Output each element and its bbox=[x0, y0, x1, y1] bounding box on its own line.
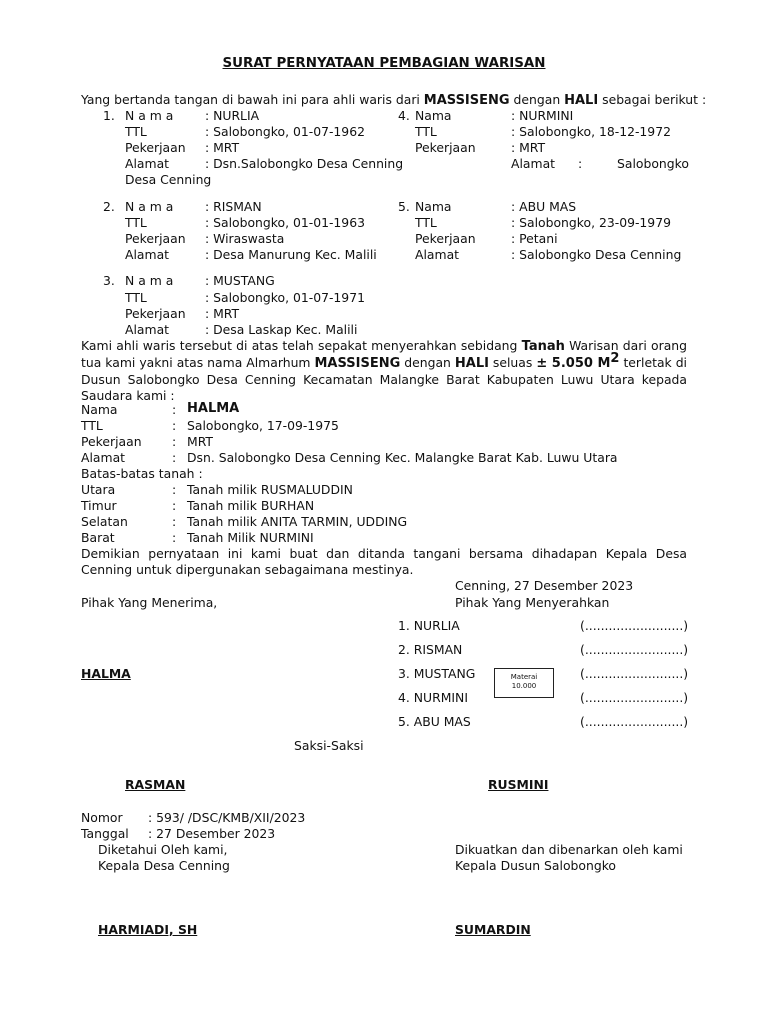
heir-name: : NURMINI bbox=[511, 108, 574, 123]
label-pekerjaan: Pekerjaan bbox=[125, 140, 186, 155]
label-alamat: Alamat bbox=[125, 247, 170, 262]
heir-ttl: : Salobongko, 23-09-1979 bbox=[511, 215, 671, 230]
boundary-label: Utara bbox=[81, 482, 116, 497]
place-date: Cenning, 27 Desember 2023 bbox=[455, 578, 634, 593]
boundaries-heading: Batas-batas tanah : bbox=[81, 466, 203, 481]
closing-paragraph: Demikian pernyataan ini kami buat dan ditanda tangani bersama dihadapan Kepala Desa Cenning untuk dipergunakan sebagaimana mestinya. bbox=[81, 546, 687, 577]
label-alamat: Alamat bbox=[125, 156, 170, 171]
label-ttl: TTL bbox=[415, 124, 437, 139]
receiver-label: Pihak Yang Menerima, bbox=[81, 595, 218, 610]
label-nama: N a m a bbox=[125, 108, 174, 123]
heir-ttl: : Salobongko, 01-07-1971 bbox=[205, 290, 365, 305]
label-pekerjaan: Pekerjaan bbox=[125, 231, 186, 246]
boundary-value: Tanah milik BURHAN bbox=[187, 498, 315, 513]
heir-ttl: : Salobongko, 18-12-1972 bbox=[511, 124, 671, 139]
heir-number: 2. bbox=[103, 199, 115, 214]
heir-alamat-colon: : bbox=[578, 156, 583, 171]
label-nama: N a m a bbox=[125, 273, 174, 288]
nomor-label: Nomor bbox=[81, 810, 123, 825]
agreement-part-4: terletak di Dusun Salobongko Desa Cenning Kecamatan Malangke Barat Kabupaten Luwu Utara kepada Saudara kami : bbox=[81, 355, 687, 403]
heir-ttl: : Salobongko, 01-07-1962 bbox=[205, 124, 365, 139]
left-official-line-2: Kepala Desa Cenning bbox=[98, 858, 230, 873]
label-ttl: TTL bbox=[125, 215, 147, 230]
intro-mid: dengan bbox=[509, 92, 565, 107]
signature-line: (.........................) bbox=[580, 690, 689, 705]
label-ttl: TTL bbox=[125, 124, 147, 139]
materai-stamp bbox=[494, 668, 554, 698]
signature-line: (.........................) bbox=[580, 666, 689, 681]
boundary-value: Tanah Milik NURMINI bbox=[187, 530, 314, 545]
boundary-label: Barat bbox=[81, 530, 115, 545]
label-alamat: Alamat bbox=[511, 156, 556, 171]
label-ttl: TTL bbox=[125, 290, 147, 305]
label-ttl: TTL bbox=[81, 418, 103, 433]
label-pekerjaan: Pekerjaan bbox=[415, 231, 476, 246]
materai-line-2: 10.000 bbox=[511, 682, 537, 690]
heir-alamat: : Dsn.Salobongko Desa Cenning bbox=[205, 156, 404, 171]
right-official-line-2: Kepala Dusun Salobongko bbox=[455, 858, 617, 873]
agreement-name-1: MASSISENG bbox=[314, 356, 401, 371]
signer-label: 3. MUSTANG bbox=[398, 666, 476, 681]
label-alamat: Alamat bbox=[415, 247, 460, 262]
agreement-part-3: seluas bbox=[488, 355, 537, 370]
agreement-part-1: Kami ahli waris tersebut di atas telah sepakat menyerahkan sebidang bbox=[81, 338, 522, 353]
agreement-area-superscript: 2 bbox=[610, 350, 620, 366]
tanggal-label: Tanggal bbox=[81, 826, 129, 841]
document-title: SURAT PERNYATAAN PEMBAGIAN WARISAN bbox=[222, 56, 546, 71]
label-alamat: Alamat bbox=[81, 450, 126, 465]
intro-pre: Yang bertanda tangan di bawah ini para ahli waris dari bbox=[81, 92, 424, 107]
tanggal-value: : 27 Desember 2023 bbox=[148, 826, 276, 841]
label-pekerjaan: Pekerjaan bbox=[415, 140, 476, 155]
intro-line bbox=[81, 92, 706, 109]
intro-name-1: MASSISENG bbox=[423, 93, 510, 108]
colon: : bbox=[172, 530, 177, 545]
nomor-value: : 593/ /DSC/KMB/XII/2023 bbox=[148, 810, 306, 825]
heir-alamat: : Desa Laskap Kec. Malili bbox=[205, 322, 358, 337]
heir-name: : RISMAN bbox=[205, 199, 262, 214]
signer-label: 4. NURMINI bbox=[398, 690, 468, 705]
colon: : bbox=[172, 498, 177, 513]
giver-label: Pihak Yang Menyerahkan bbox=[455, 595, 610, 610]
agreement-mid: dengan bbox=[400, 355, 455, 370]
agreement-paragraph bbox=[81, 338, 687, 404]
heir-number: 4. bbox=[398, 108, 410, 123]
receiver-name: HALMA bbox=[81, 666, 131, 681]
recipient-ttl: Salobongko, 17-09-1975 bbox=[187, 418, 339, 433]
heir-alamat: : Salobongko Desa Cenning bbox=[511, 247, 682, 262]
right-official-line-1: Dikuatkan dan dibenarkan oleh kami bbox=[455, 842, 683, 857]
colon: : bbox=[172, 418, 177, 433]
label-nama: Nama bbox=[415, 108, 452, 123]
boundary-value: Tanah milik ANITA TARMIN, UDDING bbox=[187, 514, 408, 529]
materai-line-1: Materai bbox=[510, 673, 538, 681]
heir-alamat: : Desa Manurung Kec. Malili bbox=[205, 247, 377, 262]
recipient-pekerjaan: MRT bbox=[187, 434, 213, 449]
recipient-name: HALMA bbox=[187, 401, 240, 416]
heir-alamat-continuation: Desa Cenning bbox=[125, 172, 212, 187]
witness-name-1: RASMAN bbox=[125, 777, 186, 792]
agreement-tanah: Tanah bbox=[521, 339, 565, 354]
right-official-name: SUMARDIN bbox=[455, 922, 531, 937]
label-alamat: Alamat bbox=[125, 322, 170, 337]
heir-pekerjaan: : MRT bbox=[205, 140, 240, 155]
signature-line: (.........................) bbox=[580, 642, 689, 657]
signature-line: (.........................) bbox=[580, 714, 689, 729]
boundary-value: Tanah milik RUSMALUDDIN bbox=[187, 482, 353, 497]
signer-label: 1. NURLIA bbox=[398, 618, 460, 633]
colon: : bbox=[172, 402, 177, 417]
witness-heading: Saksi-Saksi bbox=[294, 738, 364, 753]
heir-number: 3. bbox=[103, 273, 115, 288]
agreement-part-2: Warisan dari orang tua kami yakni atas nama Almarhum bbox=[81, 338, 688, 370]
signer-label: 2. RISMAN bbox=[398, 642, 463, 657]
label-nama: Nama bbox=[81, 402, 118, 417]
boundary-label: Timur bbox=[81, 498, 117, 513]
label-pekerjaan: Pekerjaan bbox=[125, 306, 186, 321]
heir-pekerjaan: : MRT bbox=[511, 140, 546, 155]
colon: : bbox=[172, 450, 177, 465]
heir-number: 5. bbox=[398, 199, 410, 214]
label-nama: Nama bbox=[415, 199, 452, 214]
signature-line: (.........................) bbox=[580, 618, 689, 633]
intro-post: sebagai berikut : bbox=[598, 92, 707, 107]
label-nama: N a m a bbox=[125, 199, 174, 214]
intro-name-2: HALI bbox=[564, 93, 599, 108]
heir-pekerjaan: : MRT bbox=[205, 306, 240, 321]
left-official-line-1: Diketahui Oleh kami, bbox=[98, 842, 228, 857]
heir-ttl: : Salobongko, 01-01-1963 bbox=[205, 215, 365, 230]
recipient-alamat: Dsn. Salobongko Desa Cenning Kec. Malangke Barat Kab. Luwu Utara bbox=[187, 450, 618, 465]
label-pekerjaan: Pekerjaan bbox=[81, 434, 142, 449]
left-official-name: HARMIADI, SH bbox=[98, 922, 198, 937]
heir-pekerjaan: : Wiraswasta bbox=[205, 231, 285, 246]
signer-label: 5. ABU MAS bbox=[398, 714, 471, 729]
heir-name: : MUSTANG bbox=[205, 273, 275, 288]
colon: : bbox=[172, 434, 177, 449]
agreement-area: ± 5.050 M bbox=[536, 356, 611, 371]
heir-pekerjaan: : Petani bbox=[511, 231, 558, 246]
heir-number: 1. bbox=[103, 108, 115, 123]
boundary-label: Selatan bbox=[81, 514, 128, 529]
heir-name: : ABU MAS bbox=[511, 199, 577, 214]
heir-name: : NURLIA bbox=[205, 108, 260, 123]
label-ttl: TTL bbox=[415, 215, 437, 230]
colon: : bbox=[172, 514, 177, 529]
colon: : bbox=[172, 482, 177, 497]
agreement-name-2: HALI bbox=[454, 356, 489, 371]
heir-alamat: Salobongko bbox=[617, 156, 689, 171]
witness-name-2: RUSMINI bbox=[488, 777, 549, 792]
